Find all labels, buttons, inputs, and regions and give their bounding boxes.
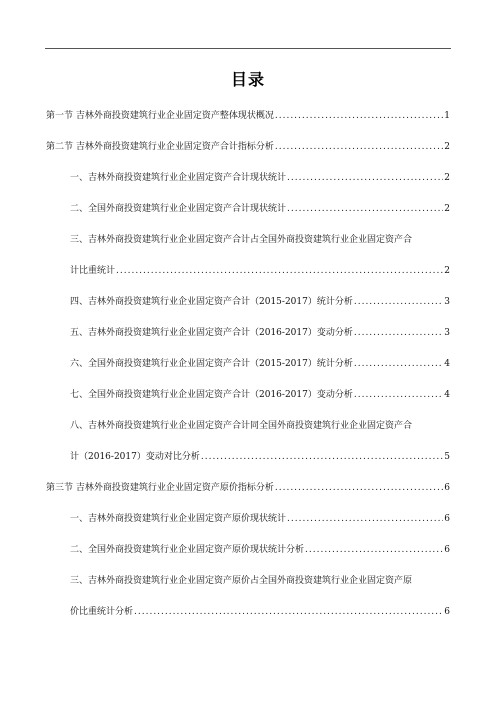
toc-entry-label-line2: 价比重统计分析: [70, 607, 134, 617]
toc-leader-dots: [275, 482, 443, 494]
toc-entry-page: 3: [444, 297, 450, 307]
toc-entry-page: 2: [444, 204, 450, 214]
toc-entry-page: 2: [444, 173, 450, 183]
toc-entry-page: 1: [444, 111, 450, 121]
toc-entry-label-line2: 计（2016-2017）变动对比分析: [70, 452, 200, 462]
toc-entry-label-line2: 计比重统计: [70, 266, 116, 276]
toc-entry-page: 4: [444, 390, 450, 400]
toc-entry-page: 6: [444, 483, 450, 493]
toc-leader-dots: [201, 451, 443, 463]
toc-leader-dots: [354, 327, 443, 339]
toc-entry-label: 七、全国外商投资建筑行业企业固定资产合计（2016-2017）变动分析: [70, 390, 353, 400]
toc-entry-label: 第二节 吉林外商投资建筑行业企业固定资产合计指标分析: [46, 142, 274, 152]
toc-leader-dots: [275, 110, 443, 122]
toc-leader-dots: [134, 606, 443, 618]
toc-title: 目录: [230, 70, 265, 89]
toc-entry-label: 二、全国外商投资建筑行业企业固定资产合计现状统计: [70, 204, 287, 214]
toc-entry-page: 5: [444, 452, 450, 462]
toc-entry-label: 一、吉林外商投资建筑行业企业固定资产合计现状统计: [70, 173, 287, 183]
toc-entry-page: 2: [444, 266, 450, 276]
toc-leader-dots: [287, 172, 443, 184]
toc-entry-page: 6: [444, 545, 450, 555]
toc-entry-label: 四、吉林外商投资建筑行业企业固定资产合计（2015-2017）统计分析: [70, 297, 353, 307]
toc-entry-page: 6: [444, 514, 450, 524]
toc-entry-page: 4: [444, 359, 450, 369]
toc-leader-dots: [116, 265, 443, 277]
toc-leader-dots: [354, 389, 443, 401]
toc-leader-dots: [354, 296, 443, 308]
toc-entry-page: 3: [444, 328, 450, 338]
toc-entry-label-line1: 八、吉林外商投资建筑行业企业固定资产合计同全国外商投资建筑行业企业固定资产合: [70, 421, 413, 431]
toc-leader-dots: [354, 358, 443, 370]
toc-entry-page: 6: [444, 607, 450, 617]
toc-entry-label: 第一节 吉林外商投资建筑行业企业固定资产整体现状概况: [46, 111, 274, 121]
toc-entry-label: 六、全国外商投资建筑行业企业固定资产合计（2015-2017）统计分析: [70, 359, 353, 369]
toc-entry-label: 二、全国外商投资建筑行业企业固定资产原价现状统计分析: [70, 545, 305, 555]
toc-entry-label-line1: 三、吉林外商投资建筑行业企业固定资产合计占全国外商投资建筑行业企业固定资产合: [70, 235, 413, 245]
toc-leader-dots: [305, 544, 443, 556]
toc-leader-dots: [287, 513, 443, 525]
toc-entry-label: 第三节 吉林外商投资建筑行业企业固定资产原价指标分析: [46, 483, 274, 493]
toc-entry-label: 五、吉林外商投资建筑行业企业固定资产合计（2016-2017）变动分析: [70, 328, 353, 338]
toc-leader-dots: [275, 141, 443, 153]
toc-entry-label: 一、吉林外商投资建筑行业企业固定资产原价现状统计: [70, 514, 287, 524]
toc-leader-dots: [287, 203, 443, 215]
toc-entry-page: 2: [444, 142, 450, 152]
toc-entry-label-line1: 三、吉林外商投资建筑行业企业固定资产原价占全国外商投资建筑行业企业固定资产原: [70, 576, 413, 586]
